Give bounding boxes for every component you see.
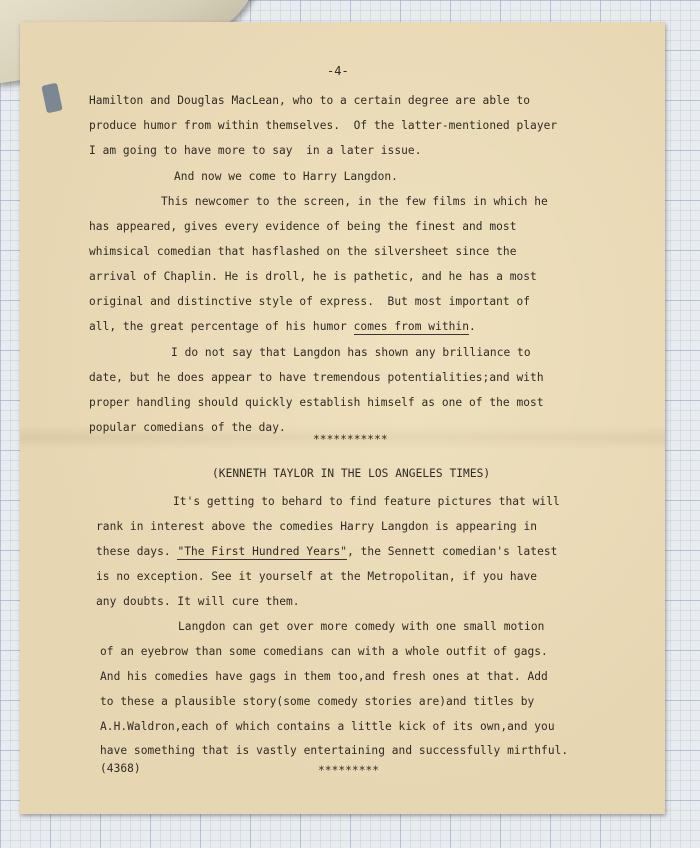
text-line: proper handling should quickly establish himself as one of the most bbox=[89, 396, 544, 409]
page-number: -4- bbox=[327, 64, 349, 78]
document-code: (4368) bbox=[100, 762, 141, 775]
text-line: Hamilton and Douglas MacLean, who to a certain degree are able to bbox=[89, 94, 531, 107]
text-line: It's getting to behard to find feature pictures that will bbox=[173, 495, 560, 508]
text-line: Langdon can get over more comedy with one small motion bbox=[178, 620, 545, 633]
text-line: these days. "The First Hundred Years", the Sennett comedian's latest bbox=[96, 545, 558, 558]
source-heading: (KENNETH TAYLOR IN THE LOS ANGELES TIMES) bbox=[212, 467, 491, 480]
text-line: This newcomer to the screen, in the few films in which he bbox=[161, 195, 548, 208]
underlined-phrase: "The First Hundred Years" bbox=[177, 545, 348, 558]
text-line: And now we come to Harry Langdon. bbox=[174, 170, 398, 183]
paper-clip bbox=[41, 83, 62, 114]
text-line: produce humor from within themselves. Of the latter-mentioned player bbox=[89, 119, 558, 132]
text-line: original and distinctive style of express. But most important of bbox=[89, 295, 531, 308]
text-line: all, the great percentage of his humor comes from within. bbox=[89, 320, 476, 333]
text-line: have something that is vastly entertaining and successfully mirthful. bbox=[100, 744, 569, 757]
text-line: I am going to have more to say in a later issue. bbox=[89, 144, 422, 157]
underlined-phrase: comes from within bbox=[353, 320, 469, 333]
typewritten-page bbox=[20, 22, 665, 814]
text-line: has appeared, gives every evidence of being the finest and most bbox=[89, 220, 517, 233]
text-line: of an eyebrow than some comedians can with a whole outfit of gags. bbox=[100, 645, 548, 658]
separator: ********* bbox=[318, 764, 380, 777]
text-line: date, but he does appear to have tremendous potentialities;and with bbox=[89, 371, 544, 384]
text-line: And his comedies have gags in them too,and fresh ones at that. Add bbox=[100, 670, 548, 683]
text-line: rank in interest above the comedies Harry Langdon is appearing in bbox=[96, 520, 538, 533]
text-line: whimsical comedian that hasflashed on the silversheet since the bbox=[89, 245, 517, 258]
text-line: arrival of Chaplin. He is droll, he is pathetic, and he has a most bbox=[89, 270, 537, 283]
separator: *********** bbox=[313, 433, 388, 446]
text-line: to these a plausible story(some comedy stories are)and titles by bbox=[100, 695, 535, 708]
text-line: A.H.Waldron,each of which contains a little kick of its own,and you bbox=[100, 720, 555, 733]
text-line: is no exception. See it yourself at the Metropolitan, if you have bbox=[96, 570, 538, 583]
text-line: any doubts. It will cure them. bbox=[96, 595, 300, 608]
text-line: I do not say that Langdon has shown any brilliance to bbox=[171, 346, 531, 359]
text-line: popular comedians of the day. bbox=[89, 421, 286, 434]
